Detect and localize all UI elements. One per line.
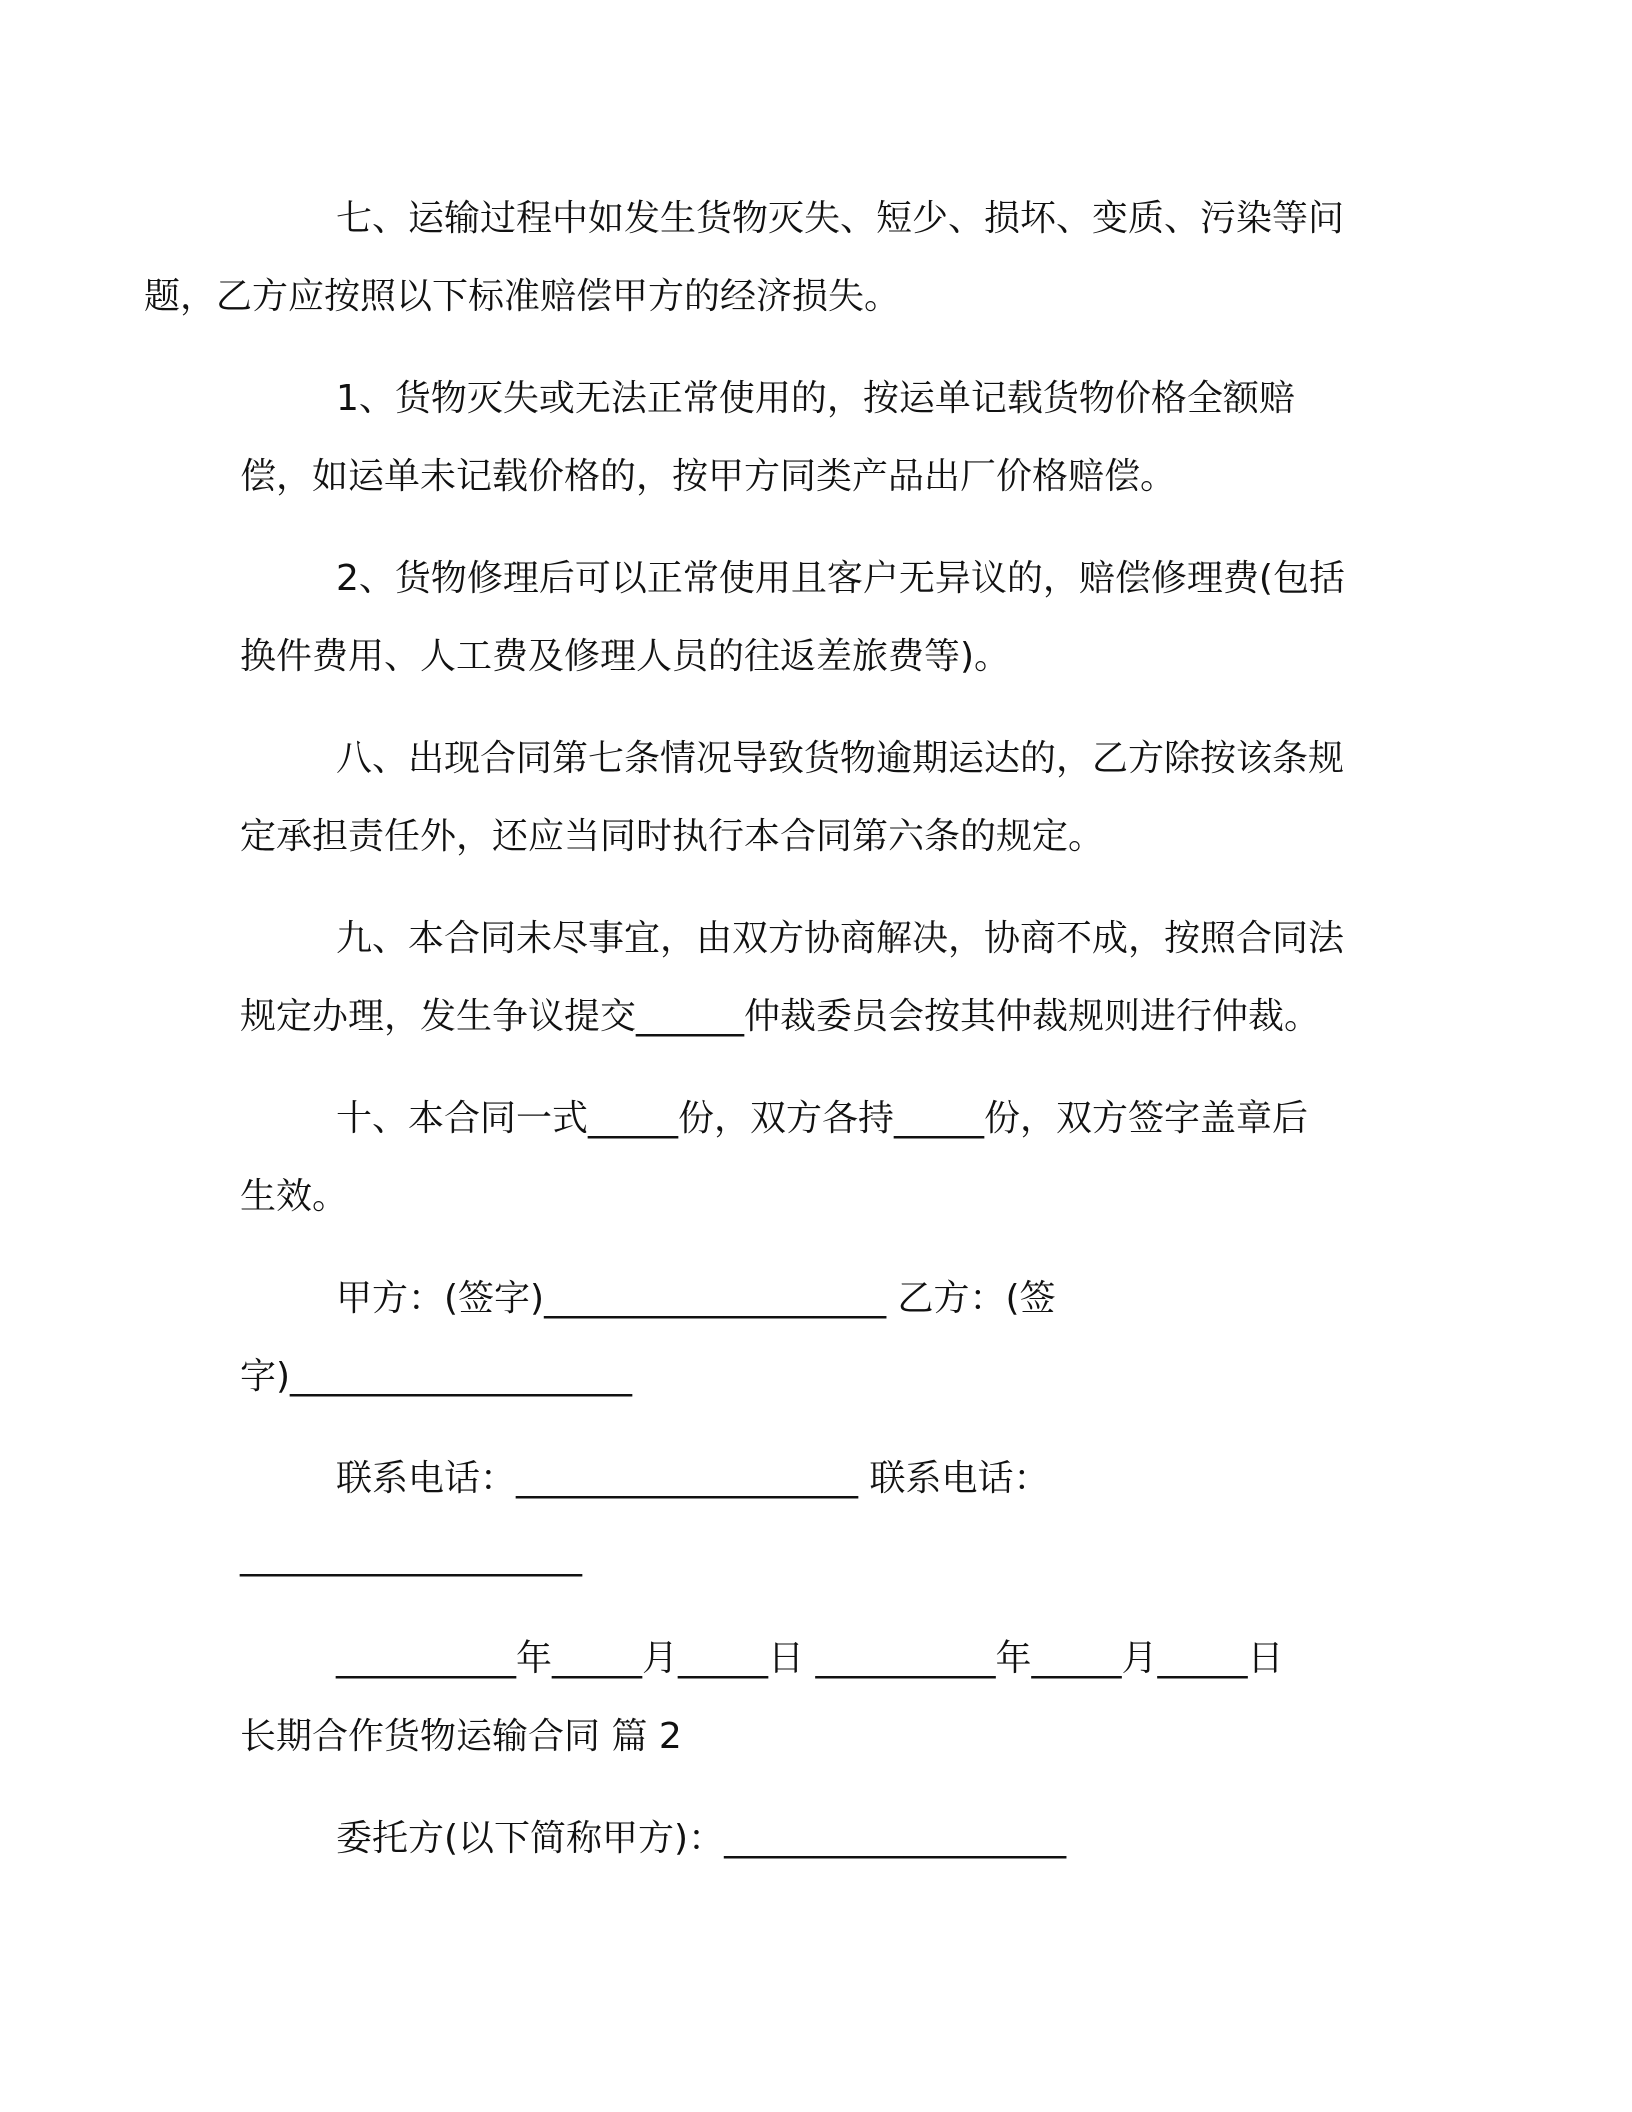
text-line: 偿，如运单未记载价格的，按甲方同类产品出厂价格赔偿。: [240, 456, 1177, 497]
section-heading: 长期合作货物运输合同 篇 2: [240, 1716, 682, 1757]
signature-line: 甲方：(签字)___________________ 乙方：(签: [336, 1278, 1056, 1319]
document-page: [144, 180, 1400, 1902]
text-line: 生效。: [240, 1176, 349, 1217]
clause-7-paragraph: [144, 180, 1400, 336]
phone-paragraph: [240, 1440, 1400, 1596]
text-line: 定承担责任外，还应当同时执行本合同第六条的规定。: [240, 816, 1105, 857]
text-line: 题，乙方应按照以下标准赔偿甲方的经济损失。: [144, 276, 901, 317]
signature-line: 字)___________________: [240, 1356, 633, 1397]
clause-7-2-paragraph: [240, 540, 1400, 696]
phone-line: 联系电话：___________________ 联系电话：: [336, 1458, 1050, 1499]
text-line: 换件费用、人工费及修理人员的往返差旅费等)。: [240, 636, 1011, 677]
clause-10-paragraph: [240, 1080, 1400, 1236]
phone-line: ___________________: [240, 1536, 582, 1577]
date-line: __________年_____月_____日 __________年_____月_____日: [336, 1638, 1284, 1679]
text-line: 十、本合同一式_____份，双方各持_____份，双方签字盖章后: [336, 1098, 1309, 1139]
clause-8-paragraph: [240, 720, 1400, 876]
signature-paragraph: [240, 1260, 1400, 1416]
text-line: 1、货物灭失或无法正常使用的，按运单记载货物价格全额赔: [336, 378, 1295, 419]
text-line: 八、出现合同第七条情况导致货物逾期运达的，乙方除按该条规: [336, 738, 1345, 779]
text-line: 七、运输过程中如发生货物灭失、短少、损坏、变质、污染等问: [336, 198, 1345, 239]
text-line: 委托方(以下简称甲方)：___________________: [336, 1818, 1067, 1859]
clause-7-1-paragraph: [240, 360, 1400, 516]
text-line: 2、货物修理后可以正常使用且客户无异议的，赔偿修理费(包括: [336, 558, 1345, 599]
date-paragraph: [240, 1620, 1400, 1698]
client-paragraph: [240, 1800, 1400, 1878]
text-line: 九、本合同未尽事宜，由双方协商解决，协商不成，按照合同法: [336, 918, 1345, 959]
text-line: 规定办理，发生争议提交______仲裁委员会按其仲裁规则进行仲裁。: [240, 996, 1321, 1037]
clause-9-paragraph: [240, 900, 1400, 1056]
